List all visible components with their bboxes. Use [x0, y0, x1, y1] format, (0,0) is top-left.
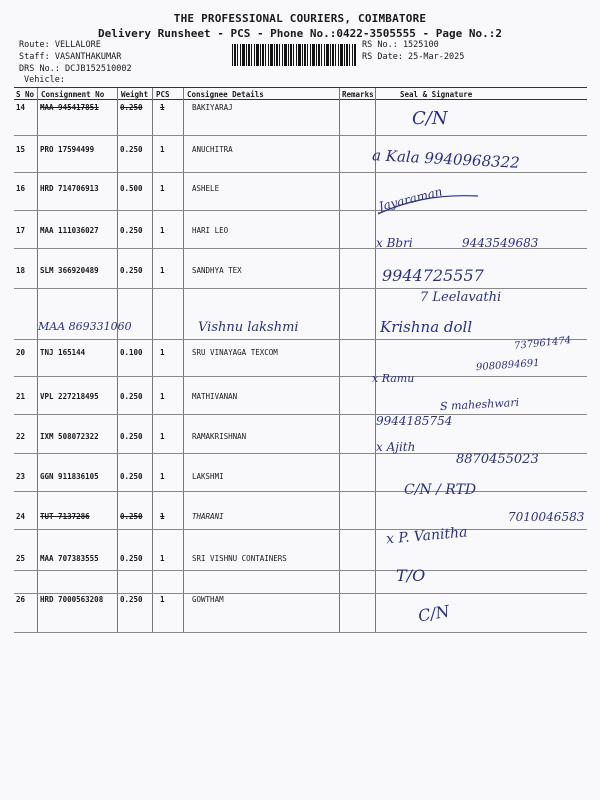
- cell-consignment-no: SLM 366920489: [40, 266, 99, 275]
- cell-sno: 22: [16, 432, 26, 441]
- cell-weight: 0.100: [120, 348, 143, 357]
- table-row: [0, 103, 600, 117]
- cell-weight: 0.250: [120, 432, 143, 441]
- handwritten-note: C/N / RTD: [404, 482, 477, 498]
- cell-consignee: SRU VINAYAGA TEXCOM: [192, 348, 278, 357]
- cell-weight: 0.250: [120, 103, 143, 112]
- row-divider: [14, 491, 587, 492]
- handwritten-note: 9080894691: [475, 357, 540, 374]
- handwritten-note: 8870455023: [456, 452, 539, 467]
- staff-label: Staff: VASANTHAKUMAR: [19, 52, 122, 62]
- cell-sno: 15: [16, 145, 26, 154]
- header-remarks: Remarks: [342, 90, 374, 99]
- cell-consignment-no: TNJ 165144: [40, 348, 86, 357]
- table-top-border: [14, 87, 587, 88]
- table-row: [0, 472, 600, 486]
- cell-sno: 21: [16, 392, 26, 401]
- cell-weight: 0.250: [120, 145, 143, 154]
- handwritten-consignee: Vishnu lakshmi: [198, 320, 299, 335]
- header-weight: Weight: [121, 90, 149, 99]
- handwritten-note: 9944185754: [376, 414, 453, 428]
- handwritten-signature: Jayaraman: [377, 184, 444, 214]
- cell-consignee: ANUCHITRA: [192, 145, 233, 154]
- company-title: THE PROFESSIONAL COURIERS, COIMBATORE: [173, 12, 427, 25]
- cell-consignee: SRI VISHNU CONTAINERS: [192, 554, 287, 563]
- row-divider: [14, 593, 587, 594]
- row-divider: [14, 570, 587, 571]
- handwritten-note: 737961474: [513, 335, 572, 352]
- cell-weight: 0.250: [120, 554, 143, 563]
- cell-pcs: 1: [160, 392, 165, 401]
- cell-pcs: 1: [160, 145, 165, 154]
- cell-sno: 23: [16, 472, 26, 481]
- table-header-border: [14, 99, 587, 100]
- cell-weight: 0.250: [120, 226, 143, 235]
- header-sno: S No: [16, 90, 35, 99]
- runsheet-subtitle: Delivery Runsheet - PCS - Phone No.:0422-3505555 - Page No.:2: [98, 27, 502, 40]
- handwritten-signature: S maheshwari: [439, 395, 520, 414]
- handwritten-note: T/O: [396, 566, 426, 585]
- table-row: [0, 595, 600, 609]
- cell-consignment-no: TUT 7137286: [40, 512, 90, 521]
- cell-sno: 20: [16, 348, 26, 357]
- header-consignee: Consignee Details: [187, 90, 264, 99]
- handwritten-signature: x P. Vanitha: [385, 524, 469, 548]
- handwritten-signature: 7 Leelavathi: [420, 290, 502, 305]
- row-divider: [14, 632, 587, 633]
- cell-sno: 17: [16, 226, 26, 235]
- cell-pcs: 1: [160, 103, 165, 112]
- row-divider: [14, 210, 587, 211]
- header-seal-signature: Seal & Signature: [400, 90, 473, 99]
- drs-no-label: DRS No.: DCJB152510002: [19, 64, 132, 74]
- handwritten-note: 9443549683: [462, 236, 539, 250]
- cell-consignee: MATHIVANAN: [192, 392, 238, 401]
- row-divider: [14, 288, 587, 289]
- table-row: [0, 184, 600, 198]
- row-divider: [14, 414, 587, 415]
- row-divider: [14, 135, 587, 136]
- cell-sno: 24: [16, 512, 26, 521]
- cell-weight: 0.250: [120, 595, 143, 604]
- rs-no-label: RS No.: 1525100: [362, 40, 439, 50]
- cell-consignee: HARI LEO: [192, 226, 229, 235]
- cell-pcs: 1: [160, 266, 165, 275]
- handwritten-note: 9944725557: [382, 266, 484, 285]
- cell-pcs: 1: [160, 432, 165, 441]
- cell-pcs: 1: [160, 472, 165, 481]
- row-divider: [14, 339, 587, 340]
- cell-pcs: 1: [160, 184, 165, 193]
- cell-weight: 0.500: [120, 184, 143, 193]
- cell-consignment-no: PRO 17594499: [40, 145, 95, 154]
- table-row: [0, 432, 600, 446]
- handwritten-note: C/N: [412, 108, 448, 129]
- row-divider: [14, 172, 587, 173]
- route-label: Route: VELLALORE: [19, 40, 101, 50]
- cell-pcs: 1: [160, 226, 165, 235]
- cell-consignee: GOWTHAM: [192, 595, 224, 604]
- cell-consignee: SANDHYA TEX: [192, 266, 242, 275]
- cell-consignment-no: IXM 508072322: [40, 432, 99, 441]
- handwritten-note: C/N: [416, 601, 452, 626]
- cell-sno: 25: [16, 554, 26, 563]
- handwritten-signature: x Ramu: [372, 372, 415, 385]
- table-row: [0, 554, 600, 568]
- cell-weight: 0.250: [120, 266, 143, 275]
- cell-consignee: RAMAKRISHNAN: [192, 432, 247, 441]
- cell-sno: 16: [16, 184, 26, 193]
- cell-consignment-no: MAA 707383555: [40, 554, 99, 563]
- vehicle-label: Vehicle:: [24, 75, 65, 85]
- table-row: [0, 266, 600, 280]
- cell-consignee: BAKIYARAJ: [192, 103, 233, 112]
- handwritten-note: x Bbri: [376, 236, 413, 250]
- cell-sno: 14: [16, 103, 26, 112]
- cell-pcs: 1: [160, 554, 165, 563]
- cell-consignment-no: HRD 7000563208: [40, 595, 104, 604]
- cell-pcs: 1: [160, 348, 165, 357]
- cell-consignee: LAKSHMI: [192, 472, 224, 481]
- handwritten-note: 7010046583: [508, 510, 585, 524]
- handwritten-signature: x Ajith: [376, 440, 416, 454]
- handwritten-note: a Kala 9940968322: [371, 146, 521, 172]
- cell-weight: 0.250: [120, 392, 143, 401]
- cell-consignment-no: GGN 911836105: [40, 472, 99, 481]
- handwritten-signature: Krishna doll: [380, 318, 473, 336]
- cell-pcs: 1: [160, 512, 165, 521]
- cell-consignee: THARANI: [192, 512, 224, 521]
- header-consignment: Consignment No: [41, 90, 105, 99]
- handwritten-consignment-no: MAA 869331060: [38, 320, 132, 333]
- row-divider: [14, 376, 587, 377]
- cell-weight: 0.250: [120, 472, 143, 481]
- barcode: [232, 44, 356, 66]
- cell-weight: 0.250: [120, 512, 143, 521]
- cell-sno: 26: [16, 595, 26, 604]
- rs-date-label: RS Date: 25-Mar-2025: [362, 52, 465, 62]
- cell-consignment-no: HRD 714706913: [40, 184, 99, 193]
- cell-pcs: 1: [160, 595, 165, 604]
- cell-consignee: ASHELE: [192, 184, 220, 193]
- signature-underline: [374, 190, 484, 220]
- row-divider: [14, 529, 587, 530]
- cell-consignment-no: MAA 111036027: [40, 226, 99, 235]
- cell-sno: 18: [16, 266, 26, 275]
- cell-consignment-no: MAA 945417851: [40, 103, 99, 112]
- header-pcs: PCS: [156, 90, 170, 99]
- cell-consignment-no: VPL 227218495: [40, 392, 99, 401]
